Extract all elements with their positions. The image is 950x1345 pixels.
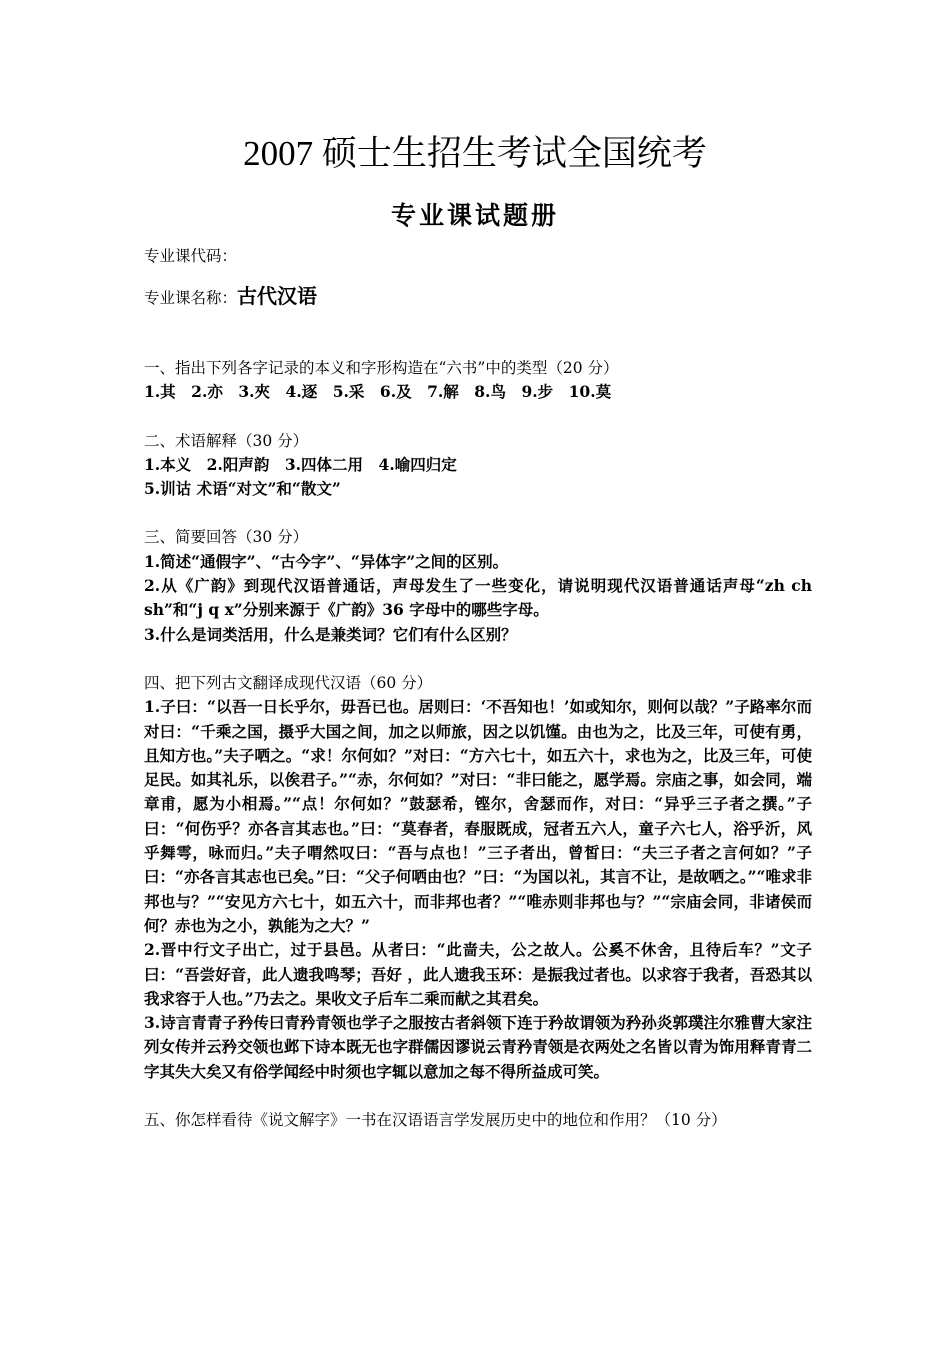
- section-3-item-1: 1.简述“通假字”、“古今字”、“异体字”之间的区别。: [144, 551, 509, 571]
- exam-content: [144, 244, 812, 1132]
- section-3-item-3: 3.什么是词类活用，什么是兼类词？它们有什么区别？: [144, 624, 517, 644]
- exam-subtitle: 专业课试题册: [390, 201, 559, 230]
- course-name-line: [144, 284, 812, 308]
- section-5-heading: 五、你怎样看待《说文解字》一书在汉语语言学发展历史中的地位和作用？（10 分）: [144, 1111, 727, 1130]
- spacer: [144, 308, 812, 332]
- section-1-item-1: 1.其 2.亦 3.夾 4.逐 5.采 6.及 7.解 8.鸟 9.步 10.莫: [144, 382, 612, 402]
- section-2-item-1: 1.本义 2.阳声韵 3.四体二用 4.喻四归定: [144, 454, 457, 474]
- spacer: [144, 647, 812, 671]
- section-4-item-2: 2.晋中行文子出亡，过于县邑。从者曰：“此啬夫，公之故人。公奚不休舍，且待后车？”文子曰：“吾尝好音，此人遗我鸣琴；吾好 ，此人遗我玉环：是振我过者也。以求容于我者，吾恐其以我求容于人也。”乃去之。果收文子后车二乘而献之其君矣。: [144, 940, 812, 1008]
- course-code-label: 专业课代码：: [144, 247, 238, 265]
- section-4-item-1: 1.子曰：“以吾一日长乎尔，毋吾已也。居则曰：‘不吾知也！’如或知尔，则何以哉？”子路率尔而对曰：“千乘之国，摄乎大国之间，加之以师旅，因之以饥馑。由也为之，比及三年，可使有勇，且知方也。”夫子哂之。“求！尔何如？”对曰：“方六七十，如五六十，求也为之，比及三年，可使足民。如其礼乐，以俟君子。”“赤，尔何如？”对曰：“非曰能之，愿学焉。宗庙之事，如会同，端章甫，愿为小相焉。”“点！尔何如？”鼓瑟希，铿尔，舍瑟而作，对曰：“异乎三子者之撰。”子曰：“何伤乎？亦各言其志也。”曰：“莫春者，春服既成，冠者五六人，童子六七人，浴乎沂，风乎舞雩，咏而归。”夫子喟然叹曰：“吾与点也！”三子者出，曾皙曰：“夫三子者之言何如？”子曰：“亦各言其志也已矣。”曰：“父子何哂由也？”曰：“为国以礼，其言不让，是故哂之。”“唯求非邦也与？”“安见方六七十，如五六十，而非邦也者？”“唯赤则非邦也与？”“宗庙会同，非诸侯而何？赤也为之小，孰能为之大？”: [144, 697, 812, 935]
- course-code-line: [144, 244, 812, 268]
- course-name-value: 古代汉语: [237, 284, 318, 308]
- section-3-heading: 三、简要回答（30 分）: [144, 528, 309, 547]
- section-2-heading: 二、术语解释（30 分）: [144, 431, 309, 450]
- exam-title: 2007 硕士生招生考试全国统考: [243, 134, 707, 173]
- spacer: [144, 405, 812, 429]
- section-4-heading: 四、把下列古文翻译成现代汉语（60 分）: [144, 673, 433, 692]
- spacer: [144, 332, 812, 356]
- section-4-item-3: 3.诗言青青子矜传曰青矜青领也学子之服按古者斜领下连于矜故谓领为矜孙炎郭璞注尔雅曹大家注列女传并云矜交领也邺下诗本既无也字群儒因谬说云青矜青领是衣两处之名皆以青为饰用释青青二字其失大矣又有俗学闻经中时须也字辄以意加之每不得所益成可笑。: [144, 1013, 812, 1081]
- section-1-heading: 一、指出下列各字记录的本义和字形构造在“六书”中的类型（20 分）: [144, 359, 619, 377]
- course-name-label: 专业课名称：: [144, 289, 238, 307]
- section-2-item-2: 5.训诂 术语“对文”和“散文”: [144, 479, 341, 499]
- section-3-item-2: 2.从《广韵》到现代汉语普通话，声母发生了一些变化，请说明现代汉语普通话声母“zh ch sh”和“j q x”分别来源于《广韵》36 字母中的哪些字母。: [144, 576, 812, 620]
- spacer: [144, 1084, 812, 1108]
- spacer: [144, 501, 812, 525]
